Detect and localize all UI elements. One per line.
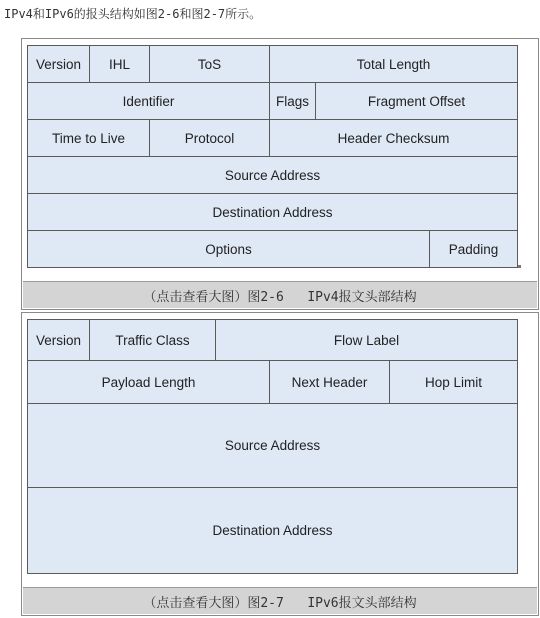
figure-caption-ipv6[interactable]: （点击查看大图）图2-7 IPv6报文头部结构 — [23, 587, 537, 614]
field-total-length: Total Length — [270, 46, 517, 83]
field-destination-address: Destination Address — [28, 194, 517, 231]
field-source-address: Source Address — [28, 404, 517, 488]
figure-caption-ipv4[interactable]: （点击查看大图）图2-6 IPv4报文头部结构 — [23, 281, 537, 308]
field-payload-length: Payload Length — [28, 361, 270, 404]
field-next-header: Next Header — [270, 361, 390, 404]
resize-tick-icon — [518, 265, 521, 268]
field-traffic-class: Traffic Class — [90, 320, 216, 361]
field-version: Version — [28, 46, 90, 83]
figure-ipv4-header — [21, 38, 539, 310]
ipv6-header-diagram — [27, 319, 518, 574]
figure-ipv6-header — [21, 312, 539, 616]
field-time-to-live: Time to Live — [28, 120, 150, 157]
field-padding: Padding — [430, 231, 517, 267]
field-destination-address: Destination Address — [28, 488, 517, 573]
field-flow-label: Flow Label — [216, 320, 517, 361]
field-version: Version — [28, 320, 90, 361]
intro-text: IPv4和IPv6的报头结构如图2-6和图2-7所示。 — [4, 7, 262, 21]
field-source-address: Source Address — [28, 157, 517, 194]
field-identifier: Identifier — [28, 83, 270, 120]
field-protocol: Protocol — [150, 120, 270, 157]
field-header-checksum: Header Checksum — [270, 120, 517, 157]
field-hop-limit: Hop Limit — [390, 361, 517, 404]
field-ihl: IHL — [90, 46, 150, 83]
ipv4-header-diagram — [27, 45, 518, 268]
field-flags: Flags — [270, 83, 316, 120]
field-options: Options — [28, 231, 430, 267]
field-tos: ToS — [150, 46, 270, 83]
field-fragment-offset: Fragment Offset — [316, 83, 517, 120]
